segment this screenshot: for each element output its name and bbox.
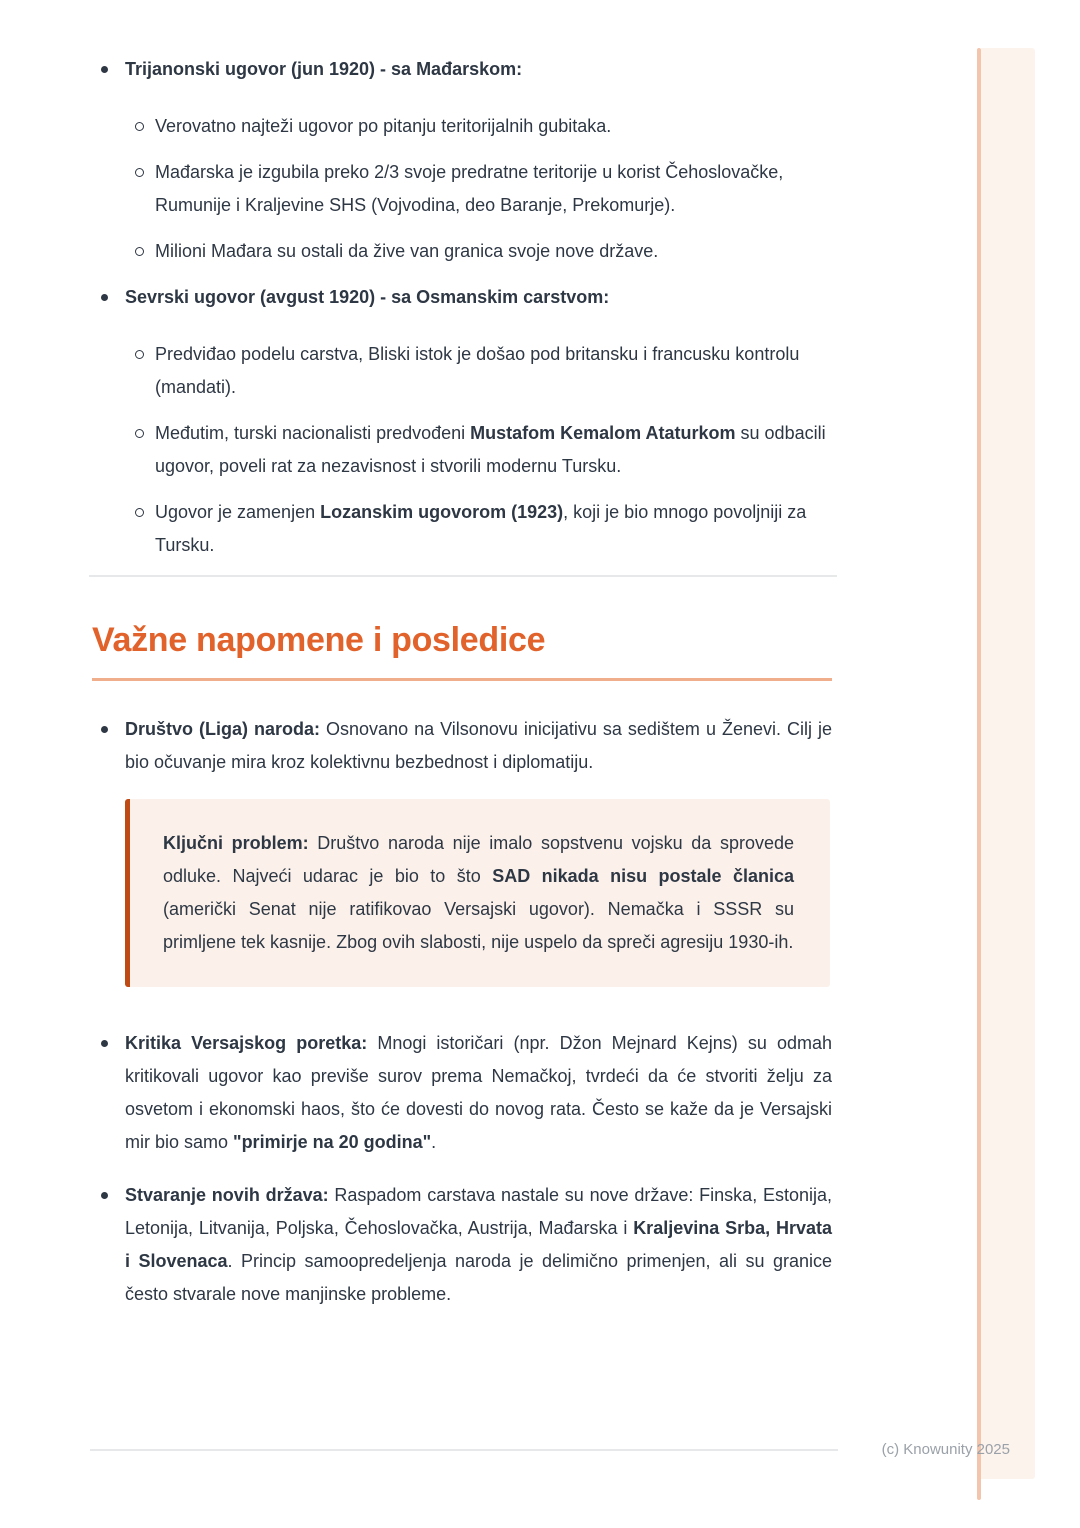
note-item (92, 713, 832, 779)
note-text (125, 1027, 832, 1159)
treaty-subitem-text (155, 162, 783, 215)
text-segment: Ugovor je zamenjen (155, 502, 321, 522)
bullet-circle-icon (135, 429, 144, 438)
text-segment: Raspadom carstava nastale su nove države: Finska, Estonija, Letonija, Litvanija, Poljska, Čehoslovačka, Austrija, Mađarska i (125, 1185, 832, 1238)
bold-text-segment: Lozanskim ugovorom (1923) (320, 502, 564, 522)
text-segment: Međutim, turski nacionalisti predvođeni (155, 423, 471, 443)
text-segment: Osnovano na Vilsonovu inicijativu sa sedištem u Ženevi. Cilj je bio očuvanje mira kroz kolektivnu bezbednost i diplomatiju. (125, 719, 833, 772)
bullet-circle-icon (135, 247, 144, 256)
text-segment: Mađarska je izgubila preko 2/3 svoje predratne teritorije u korist Čehoslovačke, Rumunije i Kraljevine SHS (Vojvodina, deo Baranje, Prekomurje). (155, 162, 784, 215)
treaty-subitem (125, 338, 832, 404)
text-segment: . (431, 1132, 437, 1152)
notes-list (92, 713, 832, 1311)
bullet-circle-icon (135, 122, 144, 131)
page-edge-strip (981, 48, 1035, 1479)
text-segment: su odbacili ugovor, poveli rat za nezavisnost i stvorili modernu Tursku. (155, 423, 826, 476)
bullet-dot-icon (101, 66, 108, 73)
treaty-subitem-text (155, 116, 611, 136)
treaty-item (92, 281, 832, 562)
bullet-circle-icon (135, 350, 144, 359)
bold-text-segment: Društvo (Liga) naroda: (125, 719, 321, 739)
bullet-circle-icon (135, 508, 144, 517)
callout-text (163, 827, 794, 959)
treaty-subitem-text (155, 502, 806, 555)
bold-text-segment: Mustafom Kemalom Ataturkom (470, 423, 736, 443)
treaty-subitem (125, 235, 832, 268)
treaty-subitem (125, 417, 832, 483)
bullet-dot-icon (101, 726, 108, 733)
section-divider (89, 575, 837, 577)
bold-text-segment: SAD nikada nisu postale članica (492, 866, 794, 886)
bullet-dot-icon (101, 1040, 108, 1047)
treaty-subitem-text (155, 423, 826, 476)
key-problem-callout (125, 799, 830, 987)
treaty-title: Sevrski ugovor (avgust 1920) - sa Osmanskim carstvom: (125, 287, 610, 307)
treaty-list (92, 53, 832, 562)
treaty-subitem (125, 496, 832, 562)
notes-content (92, 53, 832, 1331)
text-segment: Predviđao podelu carstva, Bliski istok je došao pod britansku i francusku kontrolu (mandati). (155, 344, 800, 397)
text-segment: (američki Senat nije ratifikovao Versajski ugovor). Nemačka i SSSR su primljene tek kasnije. Zbog ovih slabosti, nije uspelo da spreči agresiju 1930-ih. (163, 899, 794, 952)
treaty-title: Trijanonski ugovor (jun 1920) - sa Mađarskom: (125, 59, 523, 79)
treaty-subitem-text (155, 241, 658, 261)
bullet-dot-icon (101, 1192, 108, 1199)
bold-text-segment: "primirje na 20 godina" (233, 1132, 432, 1152)
bold-text-segment: Kraljevina Srba, Hrvata i Slovenaca (125, 1218, 832, 1271)
note-item (92, 1179, 832, 1311)
treaty-subitem-text (155, 344, 799, 397)
text-segment: , koji je bio mnogo povoljniji za Tursku. (155, 502, 807, 555)
treaty-subitem (125, 110, 832, 143)
note-item (92, 1027, 832, 1159)
bold-text-segment: Ključni problem: (163, 833, 309, 853)
treaty-sublist (125, 110, 832, 268)
footer-divider (90, 1449, 838, 1451)
text-segment: Mnogi istoričari (npr. Džon Mejnard Kejns) su odmah kritikovali ugovor kao previše surov prema Nemačkoj, tvrdeći da će stvoriti želju za osvetom i ekonomski haos, što će dovesti do novog rata. Često se kaže da je Versajski mir bio samo (125, 1033, 832, 1152)
note-text (125, 1179, 832, 1311)
bold-text-segment: Kritika Versajskog poretka: (125, 1033, 368, 1053)
bullet-dot-icon (101, 294, 108, 301)
copyright-text: (c) Knowunity 2025 (881, 1441, 1010, 1458)
treaty-item (92, 53, 832, 268)
text-segment: . Princip samoopredeljenja naroda je delimično primenjen, ali su granice često stvarale nove manjinske probleme. (125, 1251, 832, 1304)
note-text (125, 713, 832, 779)
text-segment: Verovatno najteži ugovor po pitanju teritorijalnih gubitaka. (155, 116, 612, 136)
bold-text-segment: Stvaranje novih država: (125, 1185, 329, 1205)
treaty-sublist (125, 338, 832, 562)
text-segment: Društvo naroda nije imalo sopstvenu vojsku da sprovede odluke. Najveći udarac je bio to što (163, 833, 795, 886)
bullet-circle-icon (135, 168, 144, 177)
treaty-subitem (125, 156, 832, 222)
section-heading: Važne napomene i posledice (92, 619, 832, 681)
text-segment: Milioni Mađara su ostali da žive van granica svoje nove države. (155, 241, 659, 261)
